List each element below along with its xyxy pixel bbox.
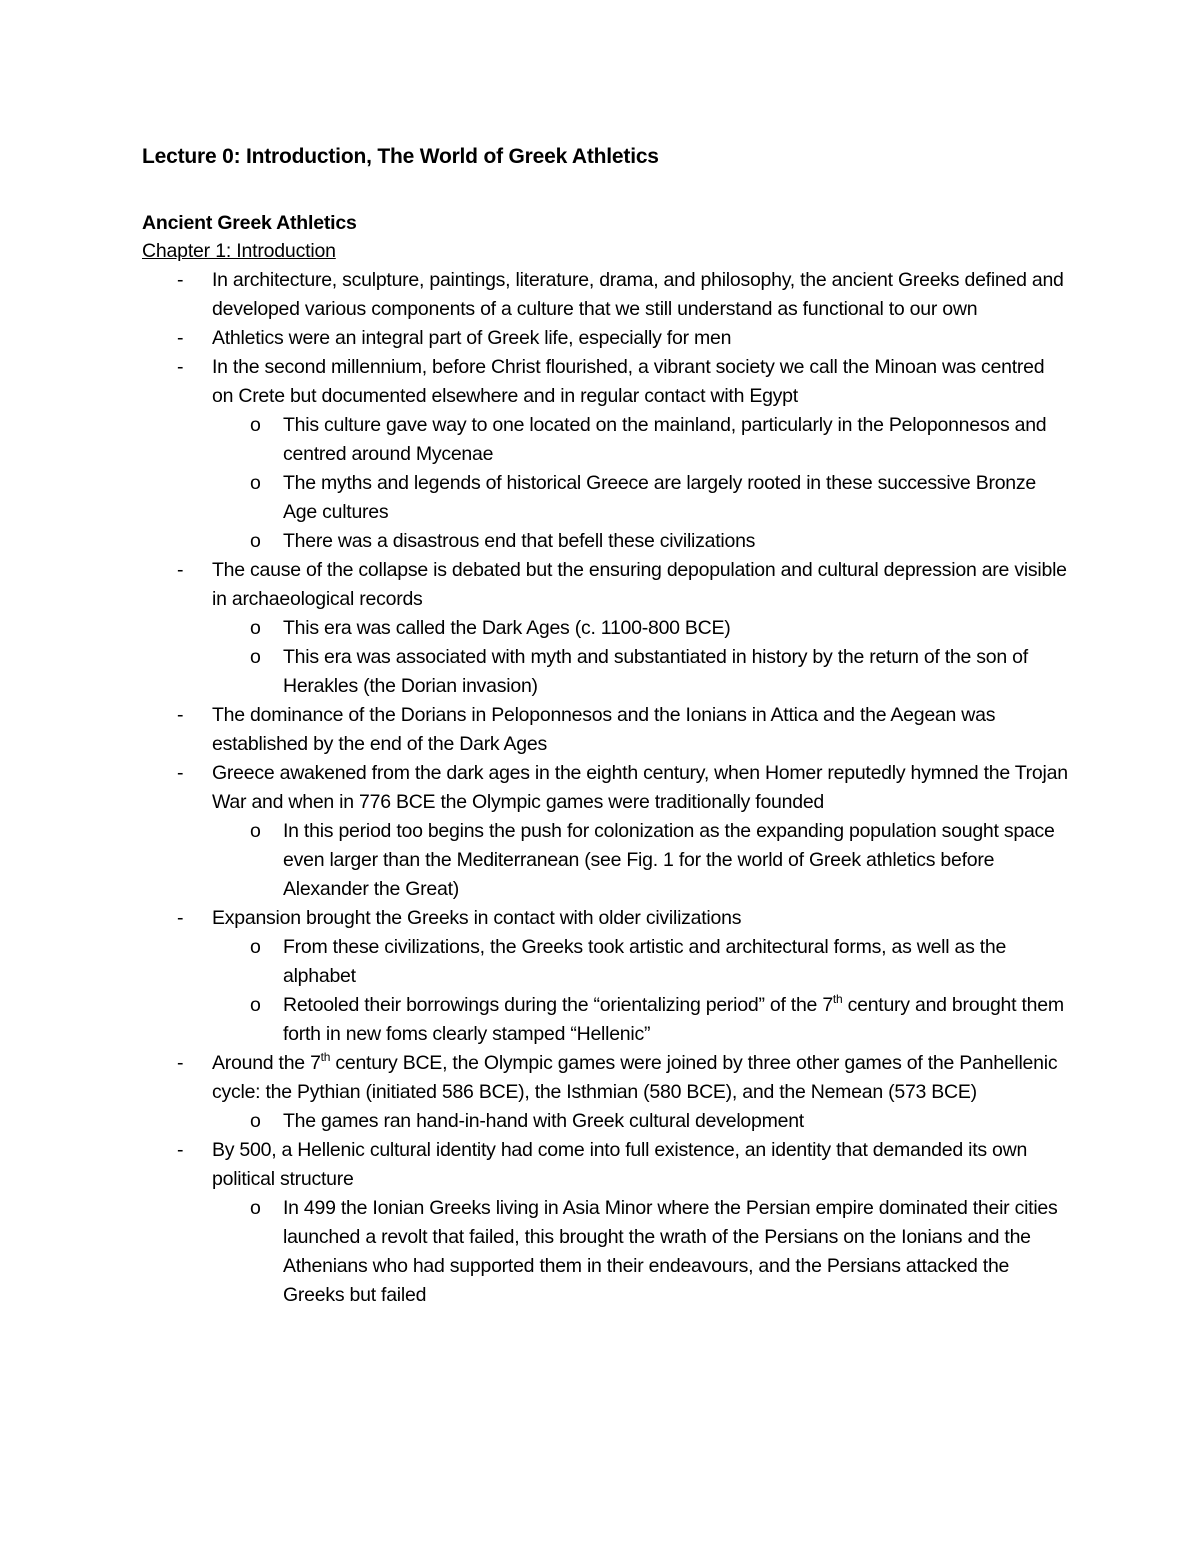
- sub-bullet-item: [0, 991, 1070, 1049]
- bullet-item: [0, 701, 1070, 759]
- bullet-item: [0, 1136, 1070, 1194]
- bullet-item: [0, 324, 1070, 353]
- item-text-continued: century BCE, the Olympic games were joined by three other games of the Panhellenic cycle: the Pythian (initiated 586 BCE), the Isthmian (580 BCE), and the Nemean (573 BCE): [212, 1052, 1058, 1103]
- sub-bullet-item: [0, 469, 1070, 527]
- item-text: The myths and legends of historical Greece are largely rooted in these successive Bronze Age cultures: [283, 472, 1036, 523]
- notes-list: [0, 266, 1200, 1310]
- item-text: There was a disastrous end that befell these civilizations: [283, 530, 756, 552]
- sub-bullet-item: [0, 411, 1070, 469]
- circle-marker: o: [250, 617, 261, 639]
- item-text: This era was associated with myth and substantiated in history by the return of the son of Herakles (the Dorian invasion): [283, 646, 1028, 697]
- circle-marker: o: [250, 820, 261, 842]
- bullet-item: [0, 759, 1070, 817]
- sub-bullet-item: [0, 1107, 1070, 1136]
- item-text-continued: century and brought them forth in new foms clearly stamped “Hellenic”: [283, 994, 1064, 1045]
- dash-marker: -: [177, 907, 184, 929]
- circle-marker: o: [250, 530, 261, 552]
- item-text: The games ran hand-in-hand with Greek cultural development: [283, 1110, 804, 1132]
- lecture-title: Lecture 0: Introduction, The World of Greek Athletics: [142, 145, 659, 168]
- item-text: The cause of the collapse is debated but the ensuring depopulation and cultural depression are visible in archaeological records: [212, 559, 1067, 610]
- bullet-item: [0, 353, 1070, 411]
- sub-bullet-item: [0, 817, 1070, 904]
- item-text: From these civilizations, the Greeks took artistic and architectural forms, as well as the alphabet: [283, 936, 1007, 987]
- item-text: Around the 7: [212, 1052, 321, 1074]
- dash-marker: -: [177, 762, 184, 784]
- item-text: Expansion brought the Greeks in contact with older civilizations: [212, 907, 742, 929]
- circle-marker: o: [250, 936, 261, 958]
- circle-marker: o: [250, 472, 261, 494]
- item-text: In architecture, sculpture, paintings, literature, drama, and philosophy, the ancient Greeks defined and developed various components of a culture that we still understand as functional to our own: [212, 269, 1064, 320]
- sub-bullet-item: [0, 933, 1070, 991]
- item-text: Athletics were an integral part of Greek life, especially for men: [212, 327, 732, 349]
- chapter-title: Chapter 1: Introduction: [142, 240, 336, 262]
- circle-marker: o: [250, 414, 261, 436]
- item-text: In this period too begins the push for colonization as the expanding population sought space even larger than the Mediterranean (see Fig. 1 for the world of Greek athletics before Alexander the Great): [283, 820, 1055, 900]
- dash-marker: -: [177, 269, 184, 291]
- dash-marker: -: [177, 1139, 184, 1161]
- section-title: Ancient Greek Athletics: [142, 212, 357, 234]
- dash-marker: -: [177, 327, 184, 349]
- bullet-item: [0, 266, 1070, 324]
- dash-marker: -: [177, 704, 184, 726]
- item-text: By 500, a Hellenic cultural identity had come into full existence, an identity that demanded its own political structure: [212, 1139, 1028, 1190]
- dash-marker: -: [177, 559, 184, 581]
- item-text: Greece awakened from the dark ages in the eighth century, when Homer reputedly hymned the Trojan War and when in 776 BCE the Olympic games were traditionally founded: [212, 762, 1068, 813]
- item-text: In the second millennium, before Christ flourished, a vibrant society we call the Minoan was centred on Crete but documented elsewhere and in regular contact with Egypt: [212, 356, 1045, 407]
- circle-marker: o: [250, 646, 261, 668]
- bullet-item: [0, 1049, 1070, 1107]
- dash-marker: -: [177, 1052, 184, 1074]
- item-text: This culture gave way to one located on the mainland, particularly in the Peloponnesos and centred around Mycenae: [283, 414, 1047, 465]
- circle-marker: o: [250, 994, 261, 1016]
- superscript: th: [832, 992, 843, 1006]
- superscript: th: [320, 1050, 331, 1064]
- sub-bullet-item: [0, 643, 1070, 701]
- sub-bullet-item: [0, 1194, 1070, 1310]
- item-text: This era was called the Dark Ages (c. 1100-800 BCE): [283, 617, 731, 639]
- dash-marker: -: [177, 356, 184, 378]
- sub-bullet-item: [0, 614, 1070, 643]
- bullet-item: [0, 904, 1070, 933]
- item-text: Retooled their borrowings during the “orientalizing period” of the 7: [283, 994, 833, 1016]
- sub-bullet-item: [0, 527, 1070, 556]
- item-text: In 499 the Ionian Greeks living in Asia Minor where the Persian empire dominated their cities launched a revolt that failed, this brought the wrath of the Persians on the Ionians and the Athenians who had supported them in their endeavours, and the Persians attacked the Greeks but failed: [283, 1197, 1058, 1306]
- circle-marker: o: [250, 1110, 261, 1132]
- bullet-item: [0, 556, 1070, 614]
- circle-marker: o: [250, 1197, 261, 1219]
- item-text: The dominance of the Dorians in Peloponnesos and the Ionians in Attica and the Aegean was established by the end of the Dark Ages: [212, 704, 996, 755]
